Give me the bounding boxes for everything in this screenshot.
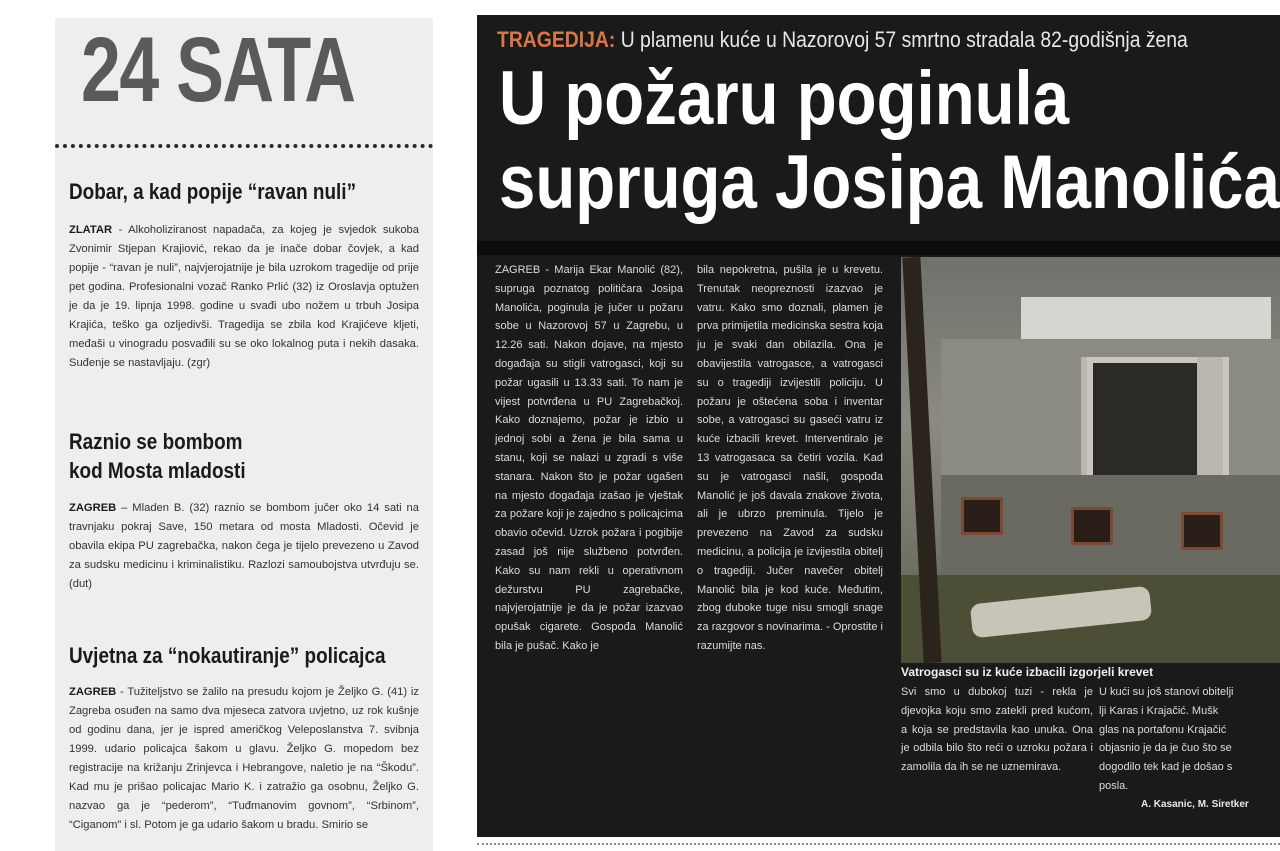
- brief-title: Uvjetna za “nokautiranje” policajca: [69, 643, 386, 668]
- brief-body: ZLATAR - Alkoholiziranost napadača, za kojeg je svjedok sukoba Zvonimir Stjepan Krajiović, rekao da je inače dobar čovjek, a kad popije - “ravan je nuli”, najvjerojatnije je bila uzrokom tragedije od prije pet godina. Profesionalni vozač Ranko Prlić (32) iz Oroslavja optužen je da je 19. lipnja 1998. godine u svađi ubo nožem u trbuh Josipa Krajića, teško ga ozljedivši. Tragedija se zbila kod Krajićeve kljeti, međaši u vinogradu posvađili su se oko lokalnog puta i nekih dasaka. Suđenje se nastavljaju. (zgr): [69, 223, 419, 369]
- dotted-divider: [55, 144, 433, 148]
- kicker-tag: TRAGEDIJA:: [497, 27, 616, 52]
- news-brief: [69, 642, 419, 835]
- photo-caption: Vatrogasci su iz kuće izbacili izgorjeli krevet: [901, 665, 1154, 679]
- article-byline: A. Kasanic, M. Siretker: [1141, 799, 1249, 810]
- kicker-text: U plamenu kuće u Nazorovoj 57 smrtno stradala 82-godišnja žena: [615, 27, 1188, 52]
- brief-dateline: ZLATAR: [69, 223, 113, 236]
- article-column-2: bila nepokretna, pušila je u krevetu. Trenutak neopreznosti izazvao je vatru. Kako smo doznali, plamen je prva primijetila medicinska sestra koja ju je svaki dan obilazila. Ona je obavijestila vatrogasce, a vatrogasci su o tragediji izvijestili policiju. U požaru je oštećena soba i inventar sobe, a vatrogasci su gaseći vatru iz kuće izbacili krevet. Interventiralo je 13 vatrogasaca sa četiri vozila. Kad su je vatrogasci našli, gospođa Manolić je još davala znakove života, ali je ubrzo preminula. Tijelo je prevezeno na Zavod za sudsku medicinu, a policija je izvijestila obitelj o tragediji. Jučer navečer obitelj Manolić bila je kod kuće. Međutim, zbog duboke tuge nisu smogli snage za razgovor s novinarima. - Oprostite i razumijte nas.: [697, 264, 883, 652]
- article-photo: [901, 257, 1280, 663]
- article-column-3: Svi smo u dubokoj tuzi - rekla je djevojka koju smo zatekli pred kućom, a koja se predstavila kao unuka. Ona je odbila bilo što reći o uzroku požara i zamolila da ih se ne uznemirava.: [901, 686, 1093, 774]
- news-brief: [69, 178, 419, 373]
- brief-body: ZAGREB - Tužiteljstvo se žalilo na presudu kojom je Željko G. (41) iz Zagreba osuđen na samo dva mjeseca zatvora uvjetno, uz rok kušnje od godinu dana, jer je ispred američkog Veleposlanstva 7. svibnja 1999. udario policajca šakom u glavu. Željko G. mopedom bez registracije na križanju Zrinjevca i Hebrangove, naletio je na “Škodu”. Kad mu je prišao policajac Mario K. i zatražio ga osobnu, Željko G. nazvao ga je “pederom”, “Tuđmanovim govnom”, “Srbinom”, “Ciganom” i sl. Potom je ga udario šakom u bradu. Smirio se: [69, 685, 419, 831]
- news-brief: [69, 428, 419, 594]
- left-news-column: [55, 18, 433, 851]
- article-column-4: U kući su još stanovi obitelji lji Karas i Krajačić. Mušk glas na portafonu Krajačić objasnio je da je čuo što se dogodilo tek kad je došao s posla.: [1099, 686, 1234, 792]
- brief-body: ZAGREB – Mladen B. (32) raznio se bombom jučer oko 14 sati na travnjaku pokraj Save, 150 metara od mosta Mladosti. Očevid je obavila ekipa PU zagrebačka, nakon čega je tijelo prevezeno u Zavod za sudsku medicinu i kriminalistiku. Razlozi samoubojstva utvrđuju se. (dut): [69, 502, 419, 591]
- page-bottom-rule: [477, 843, 1280, 845]
- brief-title: Dobar, a kad popije “ravan nuli”: [69, 179, 357, 204]
- section-masthead: 24 SATA: [81, 19, 355, 121]
- brief-dateline: ZAGREB: [69, 502, 117, 515]
- article-column-1: ZAGREB - Marija Ekar Manolić (82), supruga poznatog političara Josipa Manolića, poginula je jučer u požaru sobe u Nazorovoj 57 u Zagrebu, u 12.26 sati. Nakon dojave, na mjesto događaja su stigli vatrogasci, koji su požar ugasili u 13.33 sati. To nam je vijest potvrđena u PU Zagrebačkoj. Kako doznajemo, požar je izbio u jednoj sobi a žena je bila sama u stanu, koji se nalazi u zgradi s više stanara. Nakon što je požar ugašen na mjesto događaja izašao je vještak za požare koji je zajedno s policajcima obavio očevid. Uzrok požara i pogibije zasad još nije službeno potvrđen. Kako su nam rekli u operativnom dežurstvu PU zagrebačke, najvjerojatnije je da je požar izazvao opušak cigarete. Gospođa Manolić bila je pušač. Kako je: [495, 264, 683, 652]
- main-article: [477, 15, 1280, 837]
- brief-dateline: ZAGREB: [69, 685, 117, 698]
- headline-divider: [477, 241, 1280, 255]
- article-headline: U požaru poginula supruga Josipa Manolića: [499, 56, 1280, 225]
- article-kicker: [497, 27, 1188, 53]
- brief-title: Raznio se bombom kod Mosta mladosti: [69, 429, 246, 483]
